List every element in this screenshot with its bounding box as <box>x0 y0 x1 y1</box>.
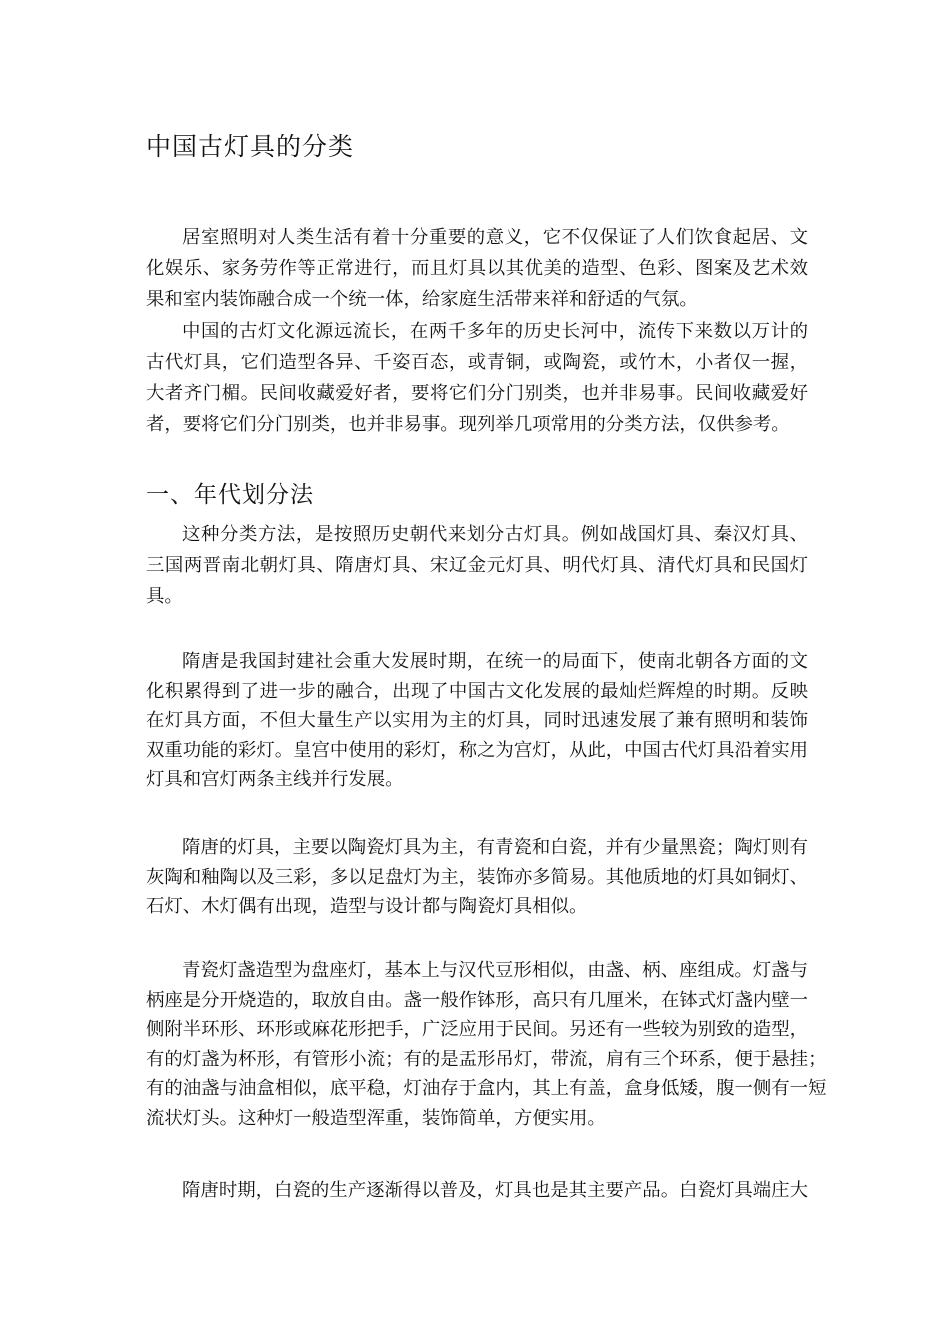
text-line: 具。 <box>146 586 183 607</box>
text-line: 者，要将它们分门别类，也并非易事。现列举几项常用的分类方法，仅供参考。 <box>146 414 790 435</box>
text-line: 古代灯具，它们造型各异、千姿百态，或青铜，或陶瓷，或竹木，小者仅一握， <box>146 352 808 373</box>
text-line: 侧附半环形、环形或麻花形把手，广泛应用于民间。另还有一些较为别致的造型， <box>146 1019 809 1040</box>
text-line: 果和室内装饰融合成一个统一体，给家庭生活带来祥和舒适的气氛。 <box>146 289 698 310</box>
text-line: 有的灯盏为杯形，有管形小流；有的是盂形吊灯，带流，肩有三个环系，便于悬挂； <box>146 1048 827 1070</box>
section-paragraph-1 <box>146 519 808 612</box>
text-line: 化娱乐、家务劳作等正常进行，而且灯具以其优美的造型、色彩、图案及艺术效 <box>146 258 808 279</box>
text-line: 流状灯头。这种灯一般造型浑重，装饰简单，方便实用。 <box>146 1107 606 1129</box>
intro-paragraph-1 <box>146 222 808 315</box>
text-line: 中国的古灯文化源远流长，在两千多年的历史长河中，流传下来数以万计的 <box>182 321 808 342</box>
intro-paragraph-2 <box>146 316 808 440</box>
document-title: 中国古灯具的分类 <box>146 132 355 161</box>
text-line: 这种分类方法，是按照历史朝代来划分古灯具。例如战国灯具、秦汉灯具、 <box>182 524 808 545</box>
text-line: 青瓷灯盏造型为盘座灯，基本上与汉代豆形相似，由盏、柄、座组成。灯盏与 <box>182 960 808 981</box>
text-line: 在灯具方面，不但大量生产以实用为主的灯具，同时迅速发展了兼有照明和装饰 <box>146 710 808 731</box>
text-line: 居室照明对人类生活有着十分重要的意义，它不仅保证了人们饮食起居、文 <box>182 227 808 248</box>
text-line: 柄座是分开烧造的，取放自由。盏一般作钵形，高只有几厘米，在钵式灯盏内壁一 <box>146 989 809 1011</box>
text-line: 双重功能的彩灯。皇宫中使用的彩灯，称之为宫灯，从此，中国古代灯具沿着实用 <box>146 739 809 761</box>
section-paragraph-5 <box>146 1175 808 1206</box>
text-line: 灯具和宫灯两条主线并行发展。 <box>146 769 404 790</box>
text-line: 隋唐的灯具，主要以陶瓷灯具为主，有青瓷和白瓷，并有少量黑瓷；陶灯则有 <box>182 837 808 858</box>
text-line: 化积累得到了进一步的融合，出现了中国古文化发展的最灿烂辉煌的时期。反映 <box>146 680 808 702</box>
section-heading: 一、年代划分法 <box>146 482 314 508</box>
text-line: 石灯、木灯偶有出现，造型与设计都与陶瓷灯具相似。 <box>146 896 588 917</box>
text-line: 大者齐门楣。民间收藏爱好者，要将它们分门别类，也并非易事。民间收藏爱好 <box>146 383 808 404</box>
text-line: 隋唐是我国封建社会重大发展时期，在统一的局面下，使南北朝各方面的文 <box>182 651 808 672</box>
text-line: 有的油盏与油盒相似，底平稳，灯油存于盒内，其上有盖，盒身低矮，腹一侧有一短 <box>146 1078 827 1099</box>
section-paragraph-2 <box>146 647 808 795</box>
text-line: 隋唐时期，白瓷的生产逐渐得以普及，灯具也是其主要产品。白瓷灯具端庄大 <box>182 1180 808 1201</box>
text-line: 三国两晋南北朝灯具、隋唐灯具、宋辽金元灯具、明代灯具、清代灯具和民国灯 <box>146 555 808 576</box>
section-paragraph-3 <box>146 833 808 922</box>
text-line: 灰陶和釉陶以及三彩，多以足盘灯为主，装饰亦多简易。其他质地的灯具如铜灯、 <box>146 866 809 888</box>
section-paragraph-4 <box>146 956 827 1133</box>
